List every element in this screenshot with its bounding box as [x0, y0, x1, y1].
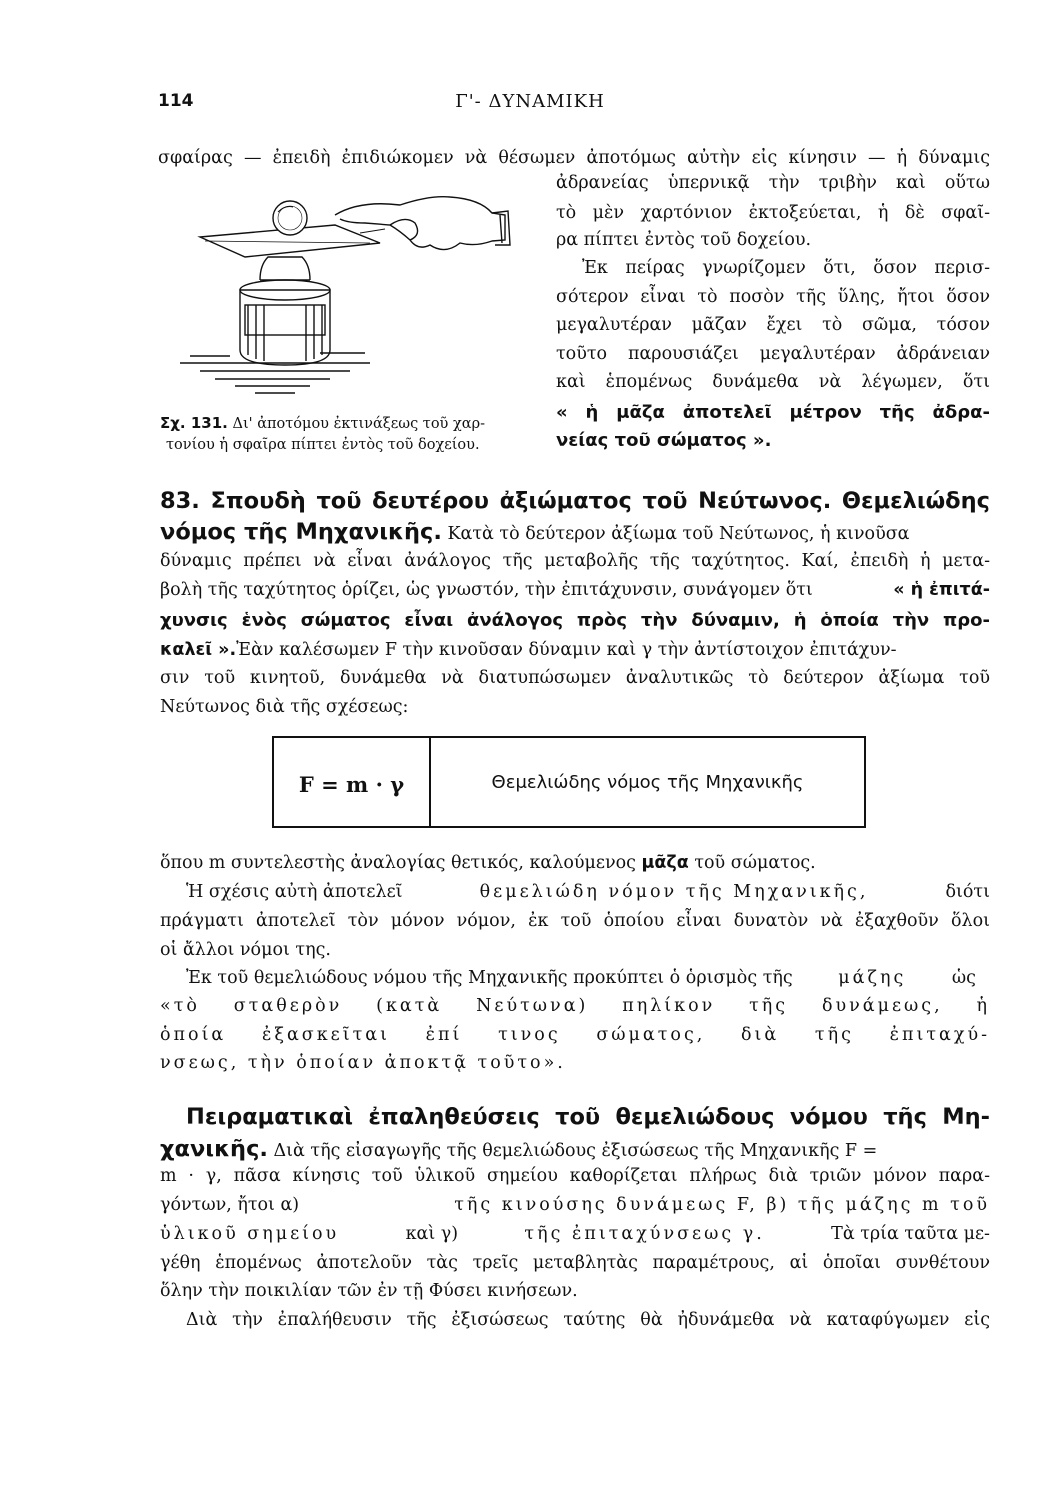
- body-line: γέθη ἑπομένως ἀποτελοῦν τὰς τρεῖς μεταβλητὰς παραμέτρους, αἱ ὁποῖαι συνθέτουν: [160, 1253, 990, 1273]
- body-line: m · γ, πᾶσα κίνησις τοῦ ὑλικοῦ σημείου καθορίζεται πλήρως διὰ τριῶν μόνον παρα-: [160, 1166, 990, 1186]
- body-text: γόντων, ἤτοι α): [160, 1195, 300, 1215]
- fundamental-equation: F = m · γ: [298, 772, 405, 797]
- bold-statement: « ἡ μᾶζα ἀποτελεῖ μέτρον τῆς ἀδρα-: [556, 402, 990, 423]
- bold-statement: καλεῖ ».: [160, 640, 237, 660]
- formula-label: Θεμελιώδης νόμος τῆς Μηχανικῆς: [491, 772, 804, 793]
- body-line: [160, 640, 990, 660]
- body-text: ὡς: [951, 968, 976, 988]
- spaced-term: μάζης: [838, 968, 907, 988]
- body-line: [160, 853, 816, 873]
- spaced-term: ὑλικοῦ σημείου: [160, 1224, 340, 1244]
- body-text: Ἐὰν καλέσωμεν F τὴν κινοῦσαν δύναμιν καὶ γ τὴν ἀντίστοιχον ἐπιτάχυν-: [236, 640, 897, 660]
- body-text: τοῦ σώματος.: [694, 853, 816, 873]
- body-line: [160, 1195, 990, 1215]
- section-heading-83-cont: νόμος τῆς Μηχανικῆς.: [160, 519, 442, 545]
- spaced-definition: νσεως, τὴν ὁποίαν ἀποκτᾷ τοῦτο».: [160, 1053, 566, 1073]
- body-text: Ἡ σχέσις αὐτὴ ἀποτελεῖ: [186, 882, 403, 902]
- body-line: [160, 1224, 990, 1244]
- body-text: ὅπου m συντελεστὴς ἀναλογίας θετικός, καλούμενος: [160, 853, 636, 873]
- body-text: βολὴ τῆς ταχύτητος ὁρίζει, ὡς γνωστόν, τὴν ἐπιτάχυνσιν, συνάγομεν ὅτι: [160, 580, 813, 600]
- section-heading-experiments-cont: χανικῆς.: [160, 1136, 268, 1162]
- bold-term: μᾶζα: [641, 853, 689, 873]
- caption-text: τονίου ἡ σφαῖρα πίπτει ἐντὸς τοῦ δοχείου.: [166, 437, 480, 453]
- body-line: [160, 1136, 990, 1162]
- body-line: δύναμις πρέπει νὰ εἶναι ἀνάλογος τῆς μεταβολῆς τῆς ταχύτητος. Καί, ἐπειδὴ ἡ μετα-: [160, 551, 990, 571]
- spaced-definition: «τὸ σταθερὸν (κατὰ Νεύτωνα) πηλίκον τῆς δυνάμεως, ἡ: [160, 996, 990, 1016]
- body-line: σότερον εἶναι τὸ ποσὸν τῆς ὕλης, ἤτοι ὅσον: [556, 287, 990, 307]
- spaced-term: θεμελιώδη νόμον τῆς Μηχανικῆς,: [479, 882, 869, 902]
- body-line: πράγματι ἀποτελεῖ τὸν μόνον νόμον, ἐκ τοῦ ὁποίου εἶναι δυνατὸν νὰ ἐξαχθοῦν ὅλοι: [160, 911, 990, 931]
- spaced-definition: ὁποία ἐξασκεῖται ἐπί τινος σώματος, διὰ τῆς ἐπιταχύ-: [160, 1025, 990, 1045]
- body-text: Τὰ τρία ταῦτα με-: [831, 1224, 990, 1244]
- section-heading-83-line2: [160, 519, 990, 545]
- body-line: [186, 968, 976, 988]
- section-heading-experiments: Πειραματικαὶ ἐπαληθεύσεις τοῦ θεμελιώδους νόμου τῆς Μη-: [186, 1104, 990, 1130]
- bold-statement: νείας τοῦ σώματος ».: [556, 430, 772, 451]
- body-line: οἱ ἄλλοι νόμοι της.: [160, 940, 331, 960]
- caption-text: Δι' ἀποτόμου ἐκτινάξεως τοῦ χαρ-: [232, 416, 485, 432]
- running-head: Γ'- ΔΥΝΑΜΙΚΗ: [455, 91, 605, 112]
- spaced-term: τῆς κινούσης δυνάμεως F, β) τῆς μάζης m τοῦ: [454, 1195, 990, 1215]
- body-line: Διὰ τὴν ἐπαλήθευσιν τῆς ἐξισώσεως ταύτης θὰ ἠδυνάμεθα νὰ καταφύγωμεν εἰς: [186, 1310, 990, 1330]
- body-line: τοῦτο παρουσιάζει μεγαλυτέραν ἀδράνειαν: [556, 344, 990, 364]
- body-line: ὅλην τὴν ποικιλίαν τῶν ἐν τῇ Φύσει κινήσεων.: [160, 1281, 578, 1301]
- inkwell-experiment-illustration: [160, 185, 530, 410]
- figure-number: Σχ. 131.: [160, 414, 228, 432]
- spaced-term: τῆς ἐπιταχύνσεως γ.: [524, 1224, 765, 1244]
- body-line: σιν τοῦ κινητοῦ, δυνάμεθα νὰ διατυπώσωμεν ἀναλυτικῶς τὸ δεύτερον ἀξίωμα τοῦ: [160, 668, 990, 688]
- body-line: [186, 882, 990, 902]
- page-number: 114: [158, 91, 194, 111]
- body-line: ἀδρανείας ὑπερνικᾷ τὴν τριβὴν καὶ οὕτω: [556, 173, 990, 193]
- body-text: διότι: [945, 882, 990, 902]
- body-line: Νεύτωνος διὰ τῆς σχέσεως:: [160, 697, 409, 717]
- figure-caption: [160, 414, 485, 432]
- formula-box: [272, 736, 866, 828]
- body-line: σφαίρας — ἐπειδὴ ἐπιδιώκομεν νὰ θέσωμεν ἀποτόμως αὐτὴν εἰς κίνησιν — ἡ δύναμις: [158, 148, 990, 168]
- body-line: μεγαλυτέραν μᾶζαν ἔχει τὸ σῶμα, τόσον: [556, 315, 990, 335]
- body-line: ρα πίπτει ἐντὸς τοῦ δοχείου.: [556, 230, 812, 250]
- body-text: καὶ γ): [405, 1224, 459, 1244]
- body-line: [160, 580, 990, 600]
- bold-statement: χυνσις ἑνὸς σώματος εἶναι ἀνάλογος πρὸς τὴν δύναμιν, ἡ ὁποία τὴν προ-: [160, 610, 990, 631]
- body-line: τὸ μὲν χαρτόνιον ἐκτοξεύεται, ἡ δὲ σφαῖ-: [556, 203, 990, 223]
- body-text: Κατὰ τὸ δεύτερον ἀξίωμα τοῦ Νεύτωνος, ἡ κινοῦσα: [447, 524, 910, 544]
- body-text: Ἐκ τοῦ θεμελιώδους νόμου τῆς Μηχανικῆς προκύπτει ὁ ὁρισμὸς τῆς: [186, 968, 793, 988]
- section-heading-83: 83. Σπουδὴ τοῦ δευτέρου ἀξιώματος τοῦ Νεύτωνος. Θεμελιώδης: [160, 488, 990, 514]
- body-line: Ἐκ πείρας γνωρίζομεν ὅτι, ὅσον περισ-: [582, 258, 990, 278]
- body-text: Διὰ τῆς εἰσαγωγῆς τῆς θεμελιώδους ἐξισώσεως τῆς Μηχανικῆς F =: [273, 1141, 878, 1161]
- bold-statement: « ἡ ἐπιτά-: [893, 580, 990, 600]
- body-line: καὶ ἑπομένως δυνάμεθα νὰ λέγωμεν, ὅτι: [556, 372, 990, 392]
- figure-131: [160, 185, 530, 410]
